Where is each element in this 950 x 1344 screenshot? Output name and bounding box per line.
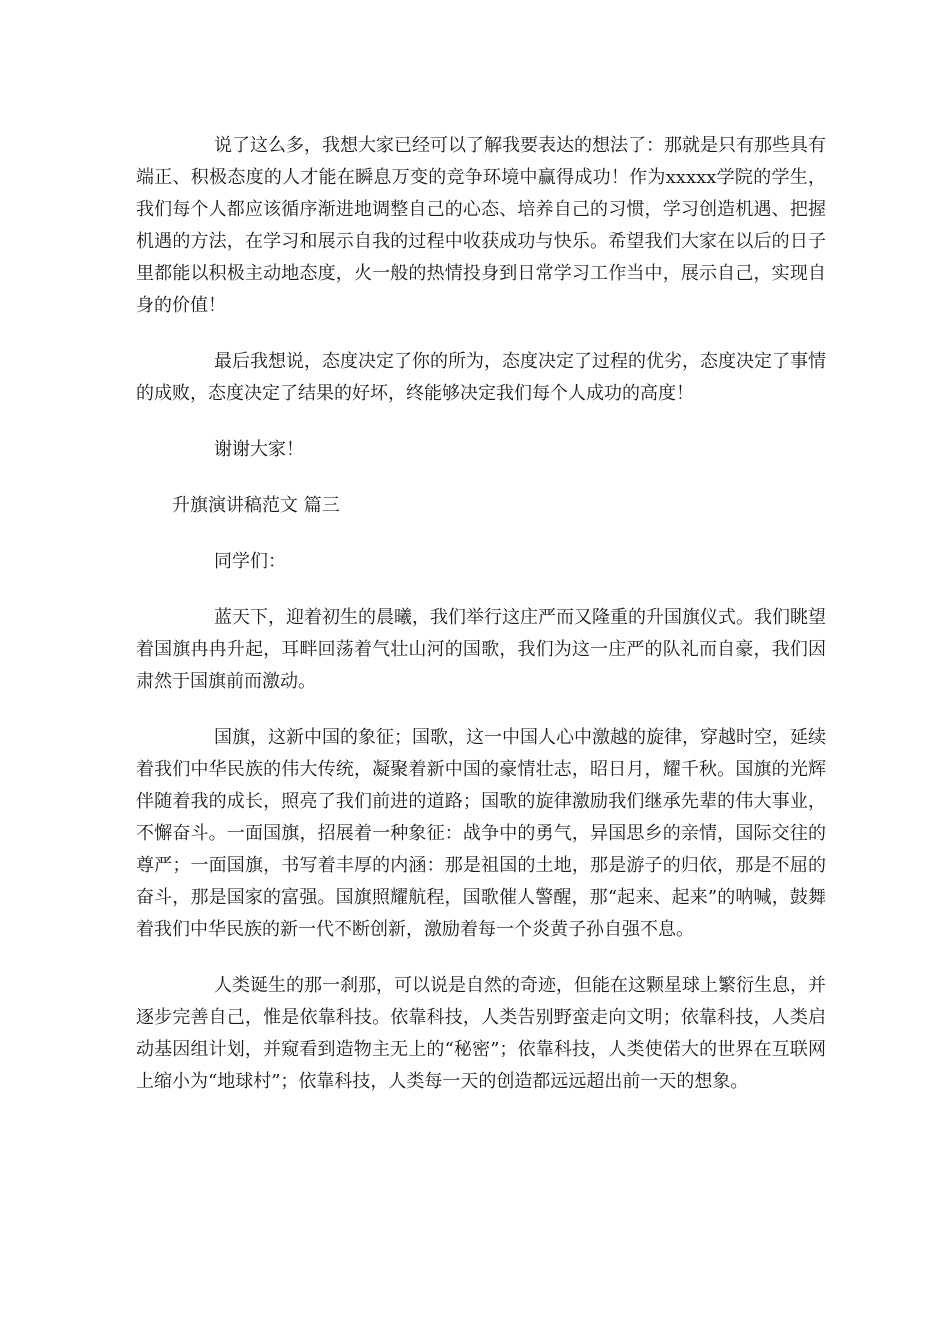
paragraph-conclusion: 说了这么多，我想大家已经可以了解我要表达的想法了：那就是只有那些具有端正、积极态度的人才能在瞬息万变的竞争环境中赢得成功！作为xxxxx学院的学生，我们每个人都应该循序渐进地调整自己的心态、培养自己的习惯，学习创造机遇、把握机遇的方法，在学习和展示自我的过程中收获成功与快乐。希望我们大家在以后的日子里都能以积极主动地态度，火一般的热情投身到日常学习工作当中，展示自己，实现自身的价值！ bbox=[136, 135, 826, 316]
paragraph-greeting: 同学们： bbox=[214, 551, 286, 572]
paragraph-flag-anthem: 国旗，这新中国的象征；国歌，这一中国人心中激越的旋律，穿越时空，延续着我们中华民族的伟大传统，凝聚着新中国的豪情壮志，昭日月，耀千秋。国旗的光辉伴随着我的成长，照亮了我们前进的道路；国歌的旋律激励我们继承先辈的伟大事业，不懈奋斗。一面国旗，招展着一种象征：战争中的勇气，异国思乡的亲情，国际交往的尊严；一面国旗，书写着丰厚的内涵：那是祖国的土地，那是游子的归依，那是不屈的奋斗，那是国家的富强。国旗照耀航程，国歌催人警醒，那“起来、起来”的呐喊，鼓舞着我们中华民族的新一代不断创新，激励着每一个炎黄子孙自强不息。 bbox=[136, 727, 826, 940]
paragraph-thanks: 谢谢大家！ bbox=[214, 439, 304, 460]
paragraph-technology: 人类诞生的那一刹那，可以说是自然的奇迹，但能在这颗星球上繁衍生息，并逐步完善自己，惟是依靠科技。依靠科技，人类告别野蛮走向文明；依靠科技，人类启动基因组计划，并窥看到造物主无上的“秘密”；依靠科技，人类使偌大的世界在互联网上缩小为“地球村”；依靠科技，人类每一天的创造都远远超出前一天的想象。 bbox=[136, 975, 826, 1092]
document-body bbox=[136, 130, 826, 1098]
paragraph-closing-thought: 最后我想说，态度决定了你的所为，态度决定了过程的优劣，态度决定了事情的成败，态度决定了结果的好坏，终能够决定我们每个人成功的高度！ bbox=[136, 351, 826, 404]
paragraph-flag-ceremony: 蓝天下，迎着初生的晨曦，我们举行这庄严而又隆重的升国旗仪式。我们眺望着国旗冉冉升起，耳畔回荡着气壮山河的国歌，我们为这一庄严的队礼而自豪，我们因肃然于国旗前而激动。 bbox=[136, 607, 826, 692]
section-title: 升旗演讲稿范文 篇三 bbox=[172, 495, 340, 516]
